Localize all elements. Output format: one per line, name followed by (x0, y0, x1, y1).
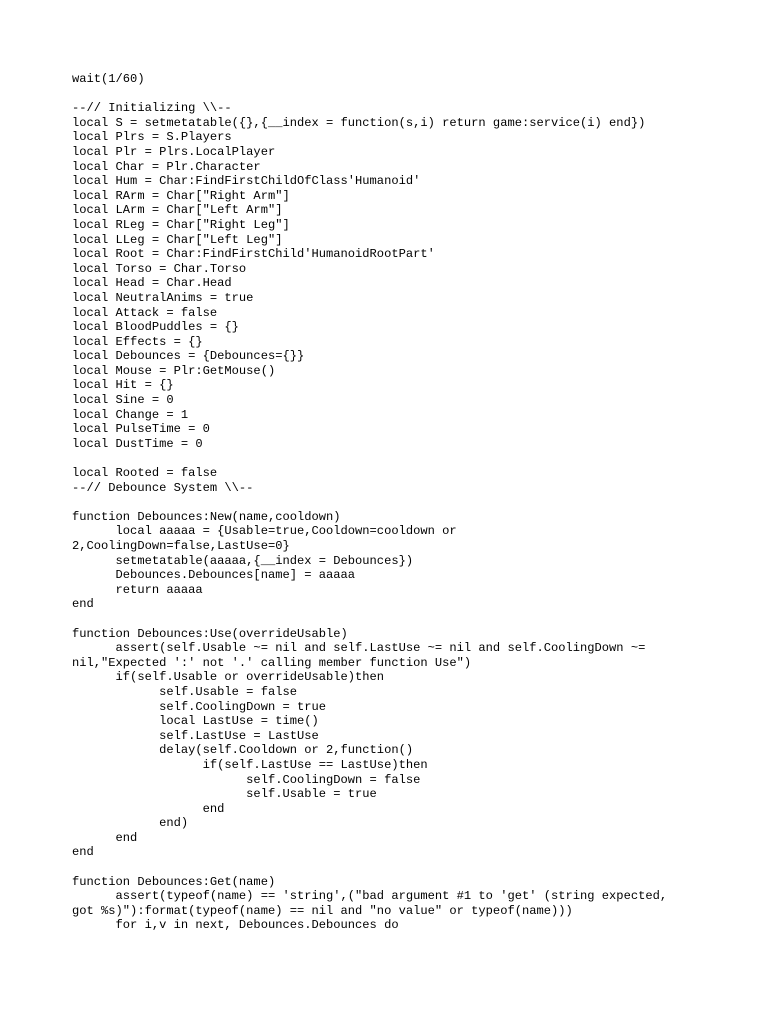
code-line: if(self.LastUse == LastUse)then (72, 757, 428, 772)
code-line: local Hum = Char:FindFirstChildOfClass'Humanoid' (72, 174, 421, 189)
code-line: assert(self.Usable ~= nil and self.LastUse ~= nil and self.CoolingDown ~= (72, 641, 646, 656)
code-line: local NeutralAnims = true (72, 290, 254, 305)
code-line: function Debounces:New(name,cooldown) (72, 509, 341, 524)
code-line: self.Usable = true (72, 787, 377, 802)
code-line: function Debounces:Get(name) (72, 874, 276, 889)
code-line (72, 495, 752, 510)
code-line (72, 87, 752, 102)
code-line: local LastUse = time() (72, 714, 319, 729)
code-line: Debounces.Debounces[name] = aaaaa (72, 568, 356, 583)
code-line: local LLeg = Char["Left Leg"] (72, 232, 283, 247)
code-line: --// Debounce System \\-- (72, 480, 254, 495)
code-line: local BloodPuddles = {} (72, 320, 239, 335)
code-line (72, 612, 752, 627)
code-line: local Mouse = Plr:GetMouse() (72, 363, 276, 378)
code-line: local Rooted = false (72, 466, 218, 481)
code-line: local Torso = Char.Torso (72, 261, 247, 276)
code-line: nil,"Expected ':' not '.' calling member function Use") (72, 655, 472, 670)
code-line: local Sine = 0 (72, 393, 174, 408)
code-line (72, 860, 752, 875)
code-listing (72, 72, 752, 933)
code-line (72, 451, 752, 466)
code-line: local Hit = {} (72, 378, 174, 393)
code-line: self.Usable = false (72, 684, 297, 699)
code-line: local PulseTime = 0 (72, 422, 210, 437)
code-line: local Root = Char:FindFirstChild'HumanoidRootPart' (72, 247, 435, 262)
code-line: if(self.Usable or overrideUsable)then (72, 670, 385, 685)
code-line: wait(1/60) (72, 72, 145, 86)
code-line: local Char = Plr.Character (72, 159, 261, 174)
code-line: for i,v in next, Debounces.Debounces do (72, 918, 399, 933)
code-line: end) (72, 816, 189, 831)
code-line: local Debounces = {Debounces={}} (72, 349, 305, 364)
code-line: delay(self.Cooldown or 2,function() (72, 743, 414, 758)
code-line: local S = setmetatable({},{__index = function(s,i) return game:service(i) end}) (72, 115, 646, 130)
code-line: end (72, 845, 94, 860)
code-line: local Head = Char.Head (72, 276, 232, 291)
code-line: function Debounces:Use(overrideUsable) (72, 626, 348, 641)
code-line: local DustTime = 0 (72, 436, 203, 451)
code-line: local RLeg = Char["Right Leg"] (72, 217, 290, 232)
code-line: end (72, 801, 225, 816)
code-line: 2,CoolingDown=false,LastUse=0} (72, 539, 290, 553)
code-line: local Attack = false (72, 305, 218, 320)
code-line: local Change = 1 (72, 407, 189, 422)
code-line: end (72, 597, 94, 612)
code-line: self.LastUse = LastUse (72, 728, 319, 743)
code-line: self.CoolingDown = false (72, 772, 421, 787)
code-line: got %s)"):format(typeof(name) == nil and "no value" or typeof(name))) (72, 903, 573, 918)
code-line: local Plrs = S.Players (72, 130, 232, 145)
code-line: local RArm = Char["Right Arm"] (72, 188, 290, 203)
code-line: local aaaaa = {Usable=true,Cooldown=cooldown or (72, 524, 457, 539)
code-line: local Effects = {} (72, 334, 203, 349)
code-line: return aaaaa (72, 582, 203, 597)
code-line: local LArm = Char["Left Arm"] (72, 203, 283, 218)
code-line: local Plr = Plrs.LocalPlayer (72, 144, 276, 159)
code-line: assert(typeof(name) == 'string',("bad argument #1 to 'get' (string expected, (72, 889, 668, 904)
code-line: --// Initializing \\-- (72, 101, 232, 116)
code-line: setmetatable(aaaaa,{__index = Debounces}) (72, 553, 414, 568)
code-line: end (72, 830, 138, 845)
code-line: self.CoolingDown = true (72, 699, 327, 714)
